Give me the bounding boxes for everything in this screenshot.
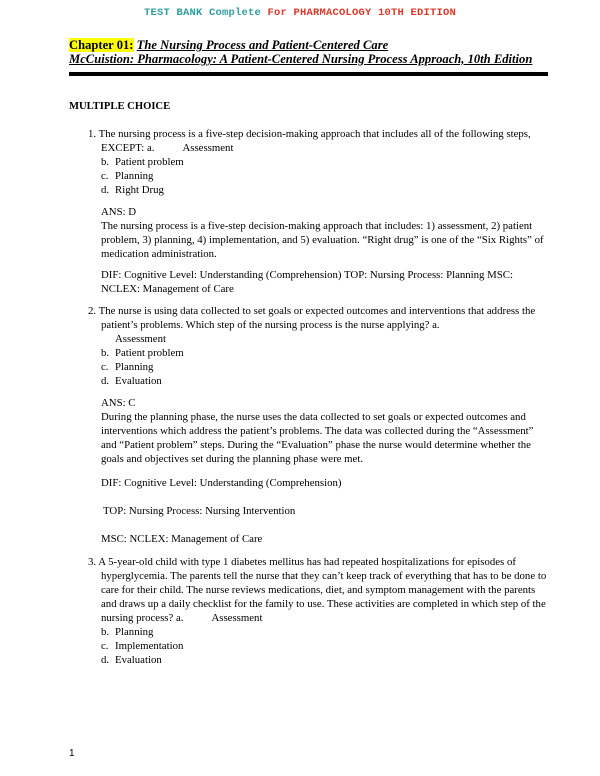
question-2-option-b: b. Patient problem [101,347,184,359]
question-2-msc: MSC: NCLEX: Management of Care [101,533,263,545]
question-2-dif: DIF: Cognitive Level: Understanding (Comprehension) [101,477,342,489]
question-1-rationale: The nursing process is a five-step decision-making approach that includes: 1) assessment, 2) patient problem, 3) planning, 4) implementation, and 5) evaluation. “Right drug” is one of the “Six Rights” of medication administration. [101,220,544,260]
section-title: MULTIPLE CHOICE [69,101,171,112]
question-3-options [101,625,549,667]
chapter-header [69,38,549,66]
question-3-option-b: b. Planning [101,626,154,638]
question-3-option-a: Assessment [211,612,263,624]
chapter-heading-line [69,38,388,52]
question-2-option-a: Assessment [115,333,166,345]
question-1-option-b: b. Patient problem [101,156,184,168]
question-2-answer: ANS: C [101,397,136,409]
page-number: 1 [69,748,75,759]
question-2-options [101,332,549,388]
chapter-label: Chapter 01: [69,38,134,52]
question-1-options [101,155,549,197]
book-title: McCuistion: Pharmacology: A Patient-Centered Nursing Process Approach, 10th Edition [69,52,533,66]
question-2-top: TOP: Nursing Process: Nursing Intervention [103,505,296,517]
document-body [69,100,549,673]
chapter-title: The Nursing Process and Patient-Centered Care [136,38,389,52]
question-3 [88,555,549,667]
question-1 [88,127,549,197]
test-bank-banner [0,7,600,19]
question-3-option-d: d. Evaluation [101,654,162,666]
question-3-stem: 3. A 5-year-old child with type 1 diabetes mellitus has had repeated hospitalizations for episodes of hyperglycemia. The parents tell the nurse that they can’t keep track of everything that has to be done to care for their child. The nurse reviews medications, diet, and symptom management with the parents and draws up a daily checklist for the family to use. These activities are completed in which step of the nursing process? a. Assessment [88,556,547,624]
banner-part-1: TEST BANK Complete [143,7,268,19]
question-2-stem: 2. The nurse is using data collected to set goals or expected outcomes and interventions that address the patient’s problems. Which step of the nursing process is the nurse applying? a. [88,305,536,331]
question-1-option-d: d. Right Drug [101,184,164,196]
question-1-option-c: c. Planning [101,170,154,182]
question-2-rationale: During the planning phase, the nurse uses the data collected to set goals or expected outcomes and interventions which address the patient’s problems. The data was collected during the “Assessment” and “Patient problem” steps. During the “Evaluation” phase the nurse would determine whether the goals and objectives set during the planning phase were met. [101,411,534,465]
question-1-option-a: Assessment [182,142,234,154]
banner-part-2: For PHARMACOLOGY 10TH EDITION [267,7,457,19]
question-1-answer: ANS: D [101,206,137,218]
header-divider [69,72,548,76]
question-2-option-d: d. Evaluation [101,375,162,387]
question-1-stem: 1. The nursing process is a five-step decision-making approach that includes all of the following steps, EXCEPT: a. Assessment [88,128,531,154]
question-1-metadata: DIF: Cognitive Level: Understanding (Comprehension) TOP: Nursing Process: Planning MSC: NCLEX: Management of Care [101,269,513,295]
question-3-option-c: c. Implementation [101,640,184,652]
question-2-option-c: c. Planning [101,361,154,373]
question-2 [88,304,549,388]
